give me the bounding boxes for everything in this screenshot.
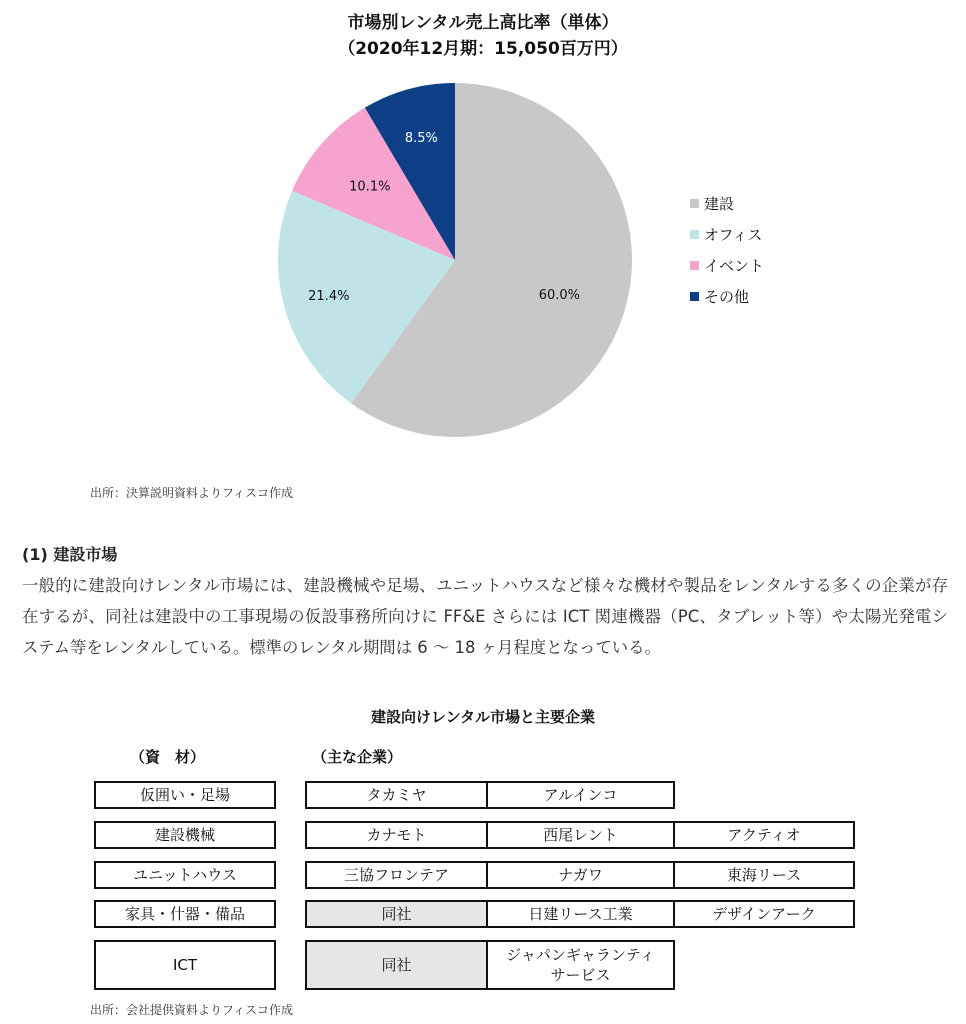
chart-legend	[690, 188, 764, 312]
company-box: アルインコ	[486, 781, 675, 809]
company-box: カナモト	[305, 821, 488, 849]
chart-source: 出所：決算説明資料よりフィスコ作成	[90, 486, 294, 500]
table-source: 出所：会社提供資料よりフィスコ作成	[90, 1003, 294, 1017]
legend-label: その他	[704, 288, 750, 306]
legend-item-event	[690, 250, 764, 281]
material-box: 家具・什器・備品	[94, 900, 276, 928]
chart-subtitle: （2020年12月期：15,050百万円）	[338, 39, 628, 59]
company-box: 東海リース	[673, 861, 855, 889]
legend-item-construction	[690, 188, 764, 219]
company-box: ジャパンギャランティ サービス	[486, 940, 675, 990]
chart-title: 市場別レンタル売上高比率（単体）	[347, 13, 619, 33]
material-column-header: （資 材）	[130, 748, 206, 766]
company-box: 三協フロンテア	[305, 861, 488, 889]
company-box: ナガワ	[486, 861, 675, 889]
legend-swatch	[690, 230, 699, 239]
material-box: ICT	[94, 940, 276, 990]
material-box: ユニットハウス	[94, 861, 276, 889]
legend-item-other	[690, 281, 764, 312]
legend-label: イベント	[704, 257, 765, 275]
company-box: アクティオ	[673, 821, 855, 849]
legend-label: 建設	[704, 195, 735, 213]
legend-item-office	[690, 219, 764, 250]
legend-label: オフィス	[704, 226, 763, 244]
company-box-self: 同社	[305, 940, 488, 990]
pie-data-label: 21.4%	[308, 289, 350, 304]
company-box: デザインアーク	[673, 900, 855, 928]
legend-swatch	[690, 261, 699, 270]
company-box: 西尾レント	[486, 821, 675, 849]
pie-data-label: 8.5%	[404, 131, 438, 147]
pie-data-label: 10.1%	[349, 179, 391, 195]
material-box: 建設機械	[94, 821, 276, 849]
pie-chart	[270, 78, 640, 444]
pie-data-label: 60.0%	[538, 287, 581, 303]
company-box: タカミヤ	[305, 781, 488, 809]
company-box: 日建リース工業	[486, 900, 675, 928]
body-paragraph: 一般的に建設向けレンタル市場には、建設機械や足場、ユニットハウスなど様々な機材や製品をレンタルする多くの企業が存在するが、同社は建設中の工事現場の仮設事務所向けに FF&E さらには ICT 関連機器（PC、タブレット等）や太陽光発電システム等をレンタルしている。標準のレンタル期間は 6 〜 18 ヶ月程度となっている。	[22, 576, 948, 657]
table-title: 建設向けレンタル市場と主要企業	[370, 708, 596, 726]
legend-swatch	[690, 199, 699, 208]
companies-column-header: （主な企業）	[312, 748, 403, 766]
legend-swatch	[690, 292, 699, 301]
company-box-self: 同社	[305, 900, 488, 928]
section-heading: (1) 建設市場	[22, 545, 118, 564]
material-box: 仮囲い・足場	[94, 781, 276, 809]
